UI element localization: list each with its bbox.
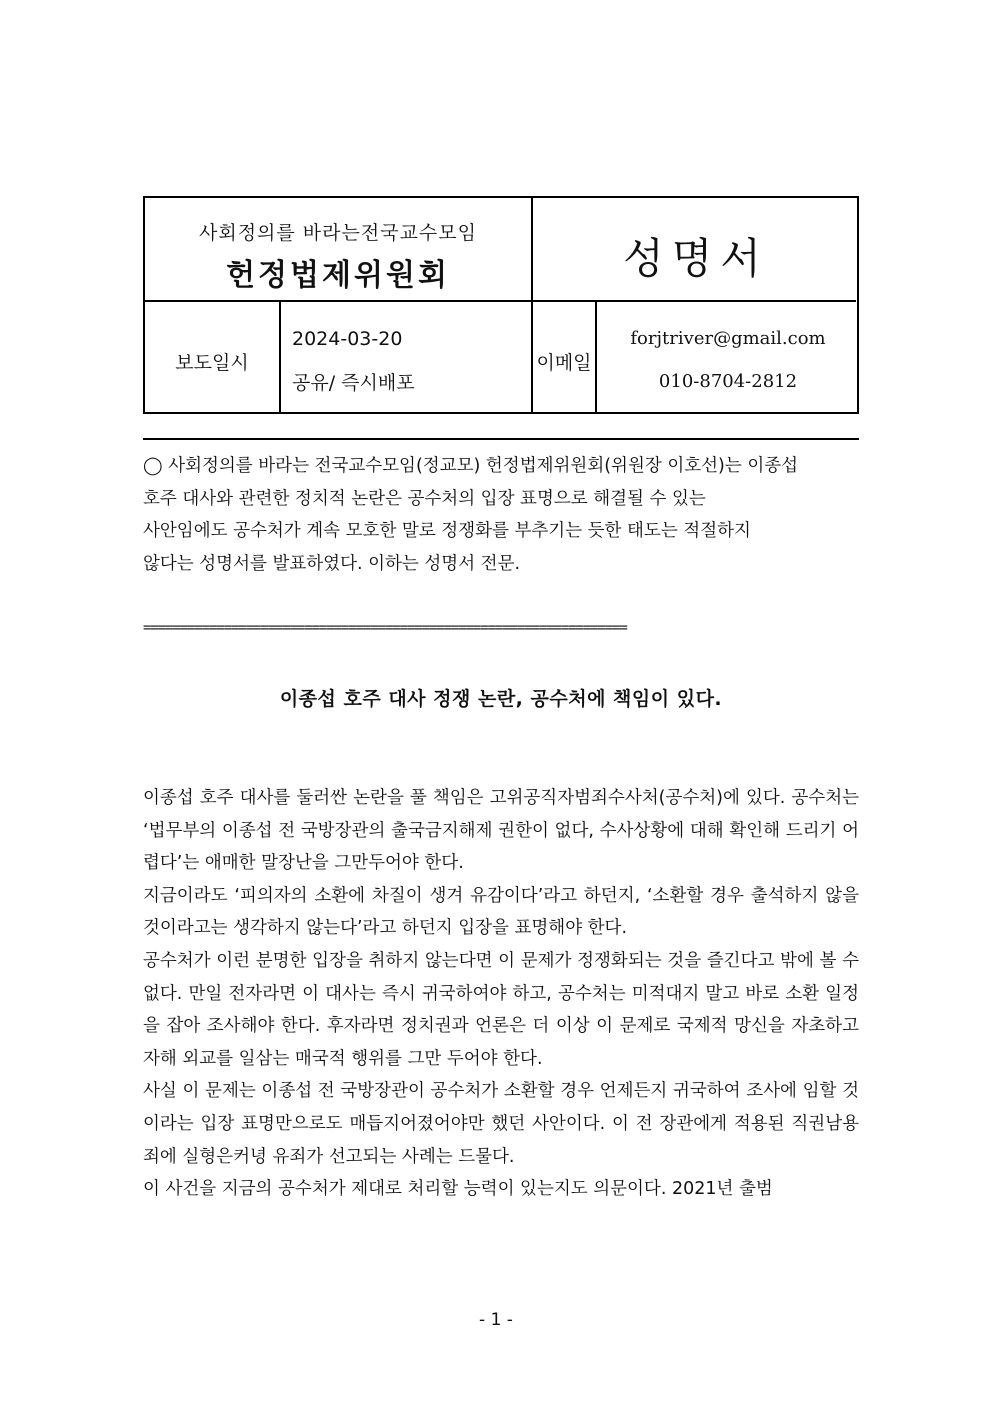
email-address: forjtriver@gmail.com — [630, 328, 826, 349]
committee-name: 헌정법제위원회 — [226, 258, 450, 293]
paragraph-5: 이 사건을 지금의 공수처가 제대로 처리할 능력이 있는지도 의문이다. 2021년 출범 — [143, 1179, 773, 1200]
statement-headline: 이종섭 호주 대사 정쟁 논란, 공수처에 책임이 있다. — [279, 688, 723, 710]
paragraph-3: 공수처가 이런 분명한 입장을 취하지 않는다면 이 문제가 정쟁화되는 것을 즐긴다고 밖에 볼 수 없다. 만일 전자라면 이 대사는 즉시 귀국하여야 하고, 공수처는 미적대지 말고 바로 소환 일정을 잡아 조사해야 한다. 후자라면 정치권과 언론은 더 이상 이 문제로 국제적 망신을 자초하고 자해 외교를 일삼는 매국적 행위를 그만 두어야 한다. — [143, 950, 859, 1069]
page-number: - 1 - — [479, 1310, 513, 1330]
separator-line: ================================================================== — [143, 620, 627, 636]
header-table — [143, 196, 859, 414]
summary — [143, 450, 859, 580]
summary-line-3: 사안임에도 공수처가 계속 모호한 말로 정쟁화를 부추기는 듯한 태도는 적절하지 — [143, 521, 751, 542]
header-row-divider — [145, 300, 856, 302]
statement-body — [143, 782, 859, 1206]
summary-line-2: 호주 대사와 관련한 정치적 논란은 공수처의 입장 표명으로 해결될 수 있는 — [143, 488, 706, 509]
phone-number: 010-8704-2812 — [658, 371, 798, 392]
release-date: 2024-03-20 — [292, 328, 403, 350]
paragraph-2: 지금이라도 ‘피의자의 소환에 차질이 생겨 유감이다’라고 하던지, ‘소환할 경우 출석하지 않을 것이라고는 생각하지 않는다’라고 하던지 입장을 표명해야 한다. — [143, 885, 859, 939]
org-name: 사회정의를 바라는전국교수모임 — [199, 222, 477, 244]
summary-line-4: 않다는 성명서를 발표하였다. 이하는 성명서 전문. — [143, 553, 521, 574]
summary-line-1: ◯ 사회정의를 바라는 전국교수모임(정교모) 헌정법제위원회(위원장 이호선)는 이종섭 — [143, 456, 799, 476]
release-label: 보도일시 — [175, 352, 249, 374]
bullet-circle: ◯ — [143, 456, 163, 476]
header-col-divider-left — [279, 301, 281, 412]
email-label: 이메일 — [536, 352, 592, 374]
header-col-divider-right — [595, 301, 597, 412]
distribution: 공유/ 즉시배포 — [292, 372, 415, 394]
paragraph-1: 이종섭 호주 대사를 둘러싼 논란을 풀 책임은 고위공직자범죄수사처(공수처)에 있다. 공수처는 ‘법무부의 이종섭 전 국방장관의 출국금지해제 권한이 없다, 수사상황에 대해 확인해 드리기 어렵다’는 애매한 말장난을 그만두어야 한다. — [143, 788, 859, 874]
paragraph-4: 사실 이 문제는 이종섭 전 국방장관이 공수처가 소환할 경우 언제든지 귀국하여 조사에 임할 것이라는 입장 표명만으로도 매듭지어졌어야만 했던 사안이다. 이 전 장관에게 적용된 직권남용죄에 실형은커녕 유죄가 선고되는 사례는 드물다. — [143, 1081, 859, 1167]
summary-top-rule — [143, 438, 859, 440]
document-type: 성명서 — [623, 234, 769, 283]
